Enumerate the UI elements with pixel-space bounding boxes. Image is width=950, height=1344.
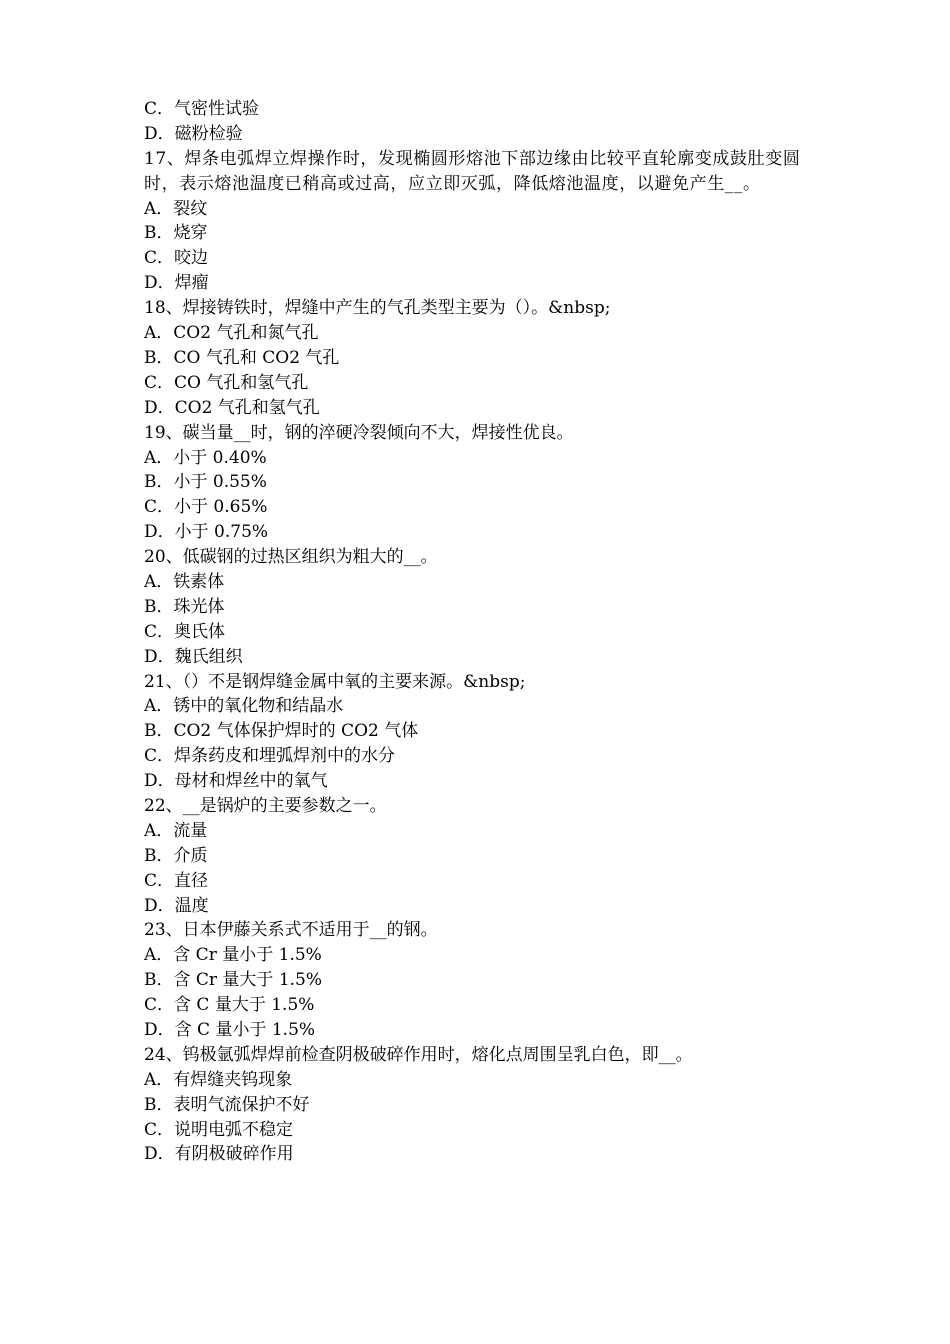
option-c-q18: C．CO 气孔和氢气孔 (144, 372, 309, 393)
option-b-q19: B．小于 0.55% (144, 472, 267, 493)
option-d-q23: D．含 C 量小于 1.5% (144, 1019, 316, 1040)
question-22: 22、__是锅炉的主要参数之一。 (144, 795, 387, 816)
question-21: 21、（）不是钢焊缝金属中氧的主要来源。&nbsp; (144, 671, 526, 692)
option-a-q24: A．有焊缝夹钨现象 (144, 1069, 293, 1090)
option-c-q24: C．说明电弧不稳定 (144, 1119, 294, 1140)
option-d-q22: D．温度 (144, 895, 209, 916)
option-d-q21: D．母材和焊丝中的氧气 (144, 771, 328, 792)
option-b-q18: B．CO 气孔和 CO2 气孔 (144, 347, 340, 368)
option-d-q17: D．焊瘤 (144, 273, 209, 294)
option-c-q16: C．气密性试验 (144, 99, 260, 119)
option-c-q23: C．含 C 量大于 1.5% (144, 995, 315, 1016)
option-b-q17: B．烧穿 (144, 223, 208, 244)
option-d-q18: D．CO2 气孔和氢气孔 (144, 397, 320, 418)
option-b-q20: B．珠光体 (144, 596, 225, 617)
question-19: 19、碳当量__时，钢的淬硬冷裂倾向不大，焊接性优良。 (144, 422, 574, 443)
question-20: 20、低碳钢的过热区组织为粗大的__。 (144, 547, 438, 568)
option-c-q20: C．奥氏体 (144, 621, 226, 642)
option-a-q21: A．锈中的氧化物和结晶水 (144, 696, 344, 717)
option-a-q18: A．CO2 气孔和氮气孔 (144, 323, 319, 344)
question-23: 23、日本伊藤关系式不适用于__的钢。 (144, 920, 438, 941)
option-d-q24: D．有阴极破碎作用 (144, 1144, 294, 1165)
option-b-q21: B．CO2 气体保护焊时的 CO2 气体 (144, 721, 419, 742)
question-17: 17、焊条电弧焊立焊操作时，发现椭圆形熔池下部边缘由比较平直轮廓变成鼓肚变圆时，表示熔池温度已稍高或过高，应立即灭弧，降低熔池温度，以避免产生__。 (144, 148, 801, 194)
question-list (144, 197, 816, 1168)
option-d-q19: D．小于 0.75% (144, 522, 269, 543)
document-page (144, 97, 816, 1167)
option-d-q16: D．磁粉检验 (144, 123, 243, 144)
option-b-q22: B．介质 (144, 845, 208, 866)
option-a-q19: A．小于 0.40% (144, 447, 267, 468)
option-b-q24: B．表明气流保护不好 (144, 1094, 310, 1115)
option-c-q21: C．焊条药皮和埋弧焊剂中的水分 (144, 746, 396, 767)
question-24: 24、钨极氩弧焊焊前检查阴极破碎作用时，熔化点周围呈乳白色，即__。 (144, 1044, 693, 1065)
option-a-q17: A．裂纹 (144, 198, 208, 219)
option-a-q20: A．铁素体 (144, 571, 225, 592)
question-18: 18、焊接铸铁时，焊缝中产生的气孔类型主要为（）。&nbsp; (144, 298, 611, 319)
option-d-q20: D．魏氏组织 (144, 646, 243, 667)
option-c-q17: C．咬边 (144, 248, 209, 269)
option-a-q23: A．含 Cr 量小于 1.5% (144, 945, 322, 966)
option-c-q22: C．直径 (144, 870, 209, 891)
option-c-q19: C．小于 0.65% (144, 497, 268, 518)
option-a-q22: A．流量 (144, 820, 208, 841)
option-b-q23: B．含 Cr 量大于 1.5% (144, 970, 323, 991)
